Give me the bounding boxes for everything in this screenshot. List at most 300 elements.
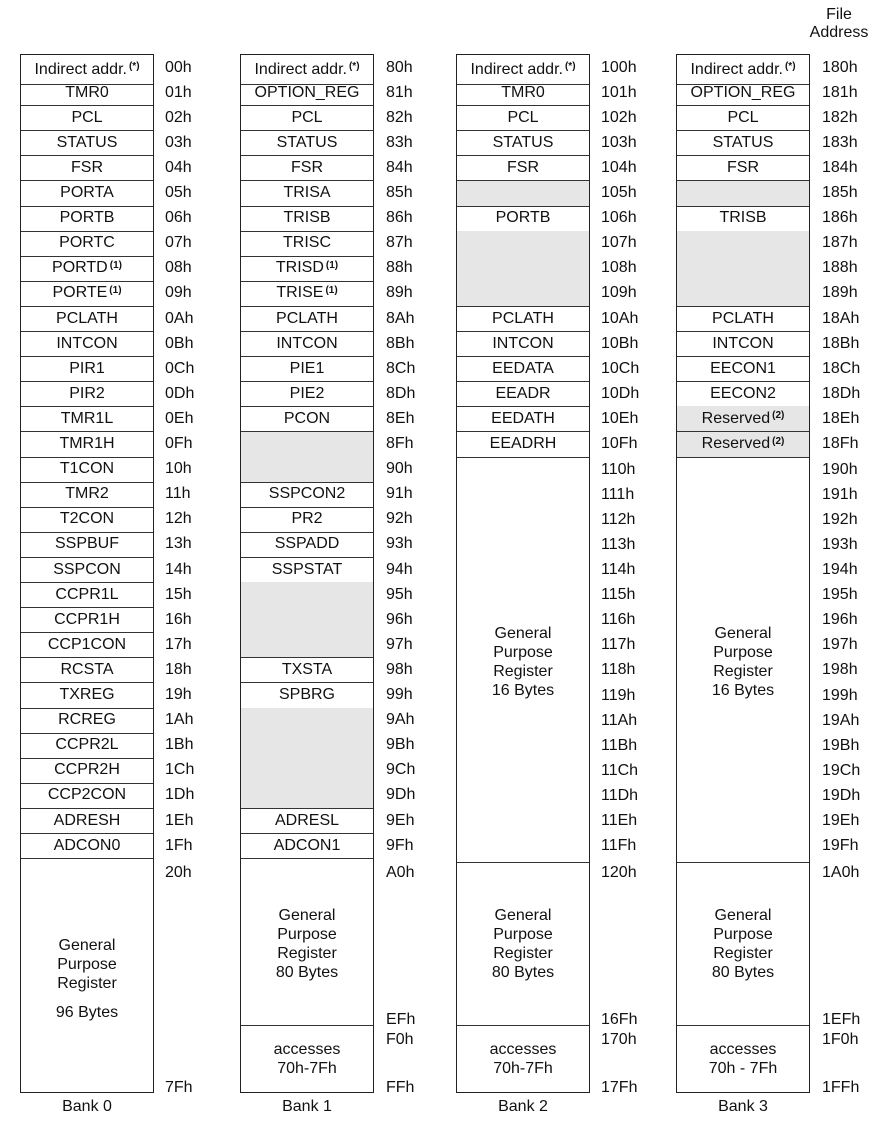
bank-2-register-column bbox=[456, 54, 590, 1093]
register-name: PCLATH bbox=[276, 309, 338, 327]
file-address: 88h bbox=[386, 259, 413, 277]
file-address: 96h bbox=[386, 610, 413, 628]
register-cell bbox=[21, 130, 153, 156]
gpr-block-line: Purpose bbox=[713, 926, 773, 944]
bank-3-register-column bbox=[676, 54, 810, 1093]
file-address: 20h bbox=[165, 864, 192, 882]
register-name: PCLATH bbox=[492, 309, 554, 327]
register-name: SSPBUF bbox=[54, 535, 119, 553]
file-address: 170h bbox=[601, 1031, 637, 1048]
file-address: 10h bbox=[165, 460, 192, 478]
register-name: PCON bbox=[283, 409, 331, 427]
register-name: PORTA bbox=[60, 184, 114, 202]
file-address: 19Ch bbox=[822, 761, 861, 779]
file-address: 113h bbox=[601, 535, 636, 553]
file-address: 05h bbox=[165, 184, 192, 202]
unimplemented-register bbox=[677, 231, 809, 257]
file-address: 19Fh bbox=[822, 837, 859, 855]
footnote-marker: (2) bbox=[772, 435, 785, 447]
register-cell bbox=[457, 155, 589, 181]
file-address: 0Bh bbox=[165, 334, 194, 352]
unimplemented-register bbox=[457, 281, 589, 307]
file-address: 16Fh bbox=[601, 1011, 638, 1028]
file-address: 184h bbox=[822, 158, 858, 176]
file-address: 9Ah bbox=[386, 711, 415, 729]
file-address: 86h bbox=[386, 209, 413, 227]
file-address: 18Fh bbox=[822, 435, 859, 453]
register-cell bbox=[241, 306, 373, 332]
register-name: STATUS bbox=[712, 133, 774, 151]
register-cell bbox=[241, 231, 373, 257]
register-name: EEDATA bbox=[492, 359, 554, 377]
unimplemented-register bbox=[677, 181, 809, 207]
register-cell bbox=[457, 306, 589, 332]
file-address: 99h bbox=[386, 686, 413, 704]
register-name: PIE1 bbox=[289, 359, 325, 377]
register-name: PIR1 bbox=[69, 359, 105, 377]
register-name: PCLATH bbox=[56, 309, 118, 327]
register-cell bbox=[677, 105, 809, 131]
register-name: Reserved bbox=[701, 409, 771, 427]
file-address: 1Dh bbox=[165, 786, 195, 804]
access-block bbox=[457, 1026, 589, 1091]
gpr-16-bytes-block bbox=[457, 462, 589, 864]
gpr-block bbox=[241, 863, 373, 1026]
file-address: 195h bbox=[822, 586, 858, 604]
register-cell bbox=[241, 206, 373, 232]
file-address: 18Eh bbox=[822, 409, 860, 427]
file-address: 118h bbox=[601, 661, 636, 679]
register-cell bbox=[241, 482, 373, 508]
file-address: 106h bbox=[601, 209, 637, 227]
file-address: 108h bbox=[601, 259, 637, 277]
register-cell bbox=[21, 683, 153, 709]
register-cell bbox=[241, 532, 373, 558]
file-address: 109h bbox=[601, 284, 637, 302]
register-cell bbox=[21, 733, 153, 759]
register-name: ADRESH bbox=[53, 811, 121, 829]
register-cell bbox=[21, 758, 153, 784]
file-address: 8Bh bbox=[386, 334, 415, 352]
unimplemented-register bbox=[457, 231, 589, 257]
register-name: ADCON0 bbox=[53, 836, 121, 854]
file-address: 192h bbox=[822, 510, 858, 528]
gpr-16-bytes-block-line: 16 Bytes bbox=[711, 681, 775, 699]
register-cell bbox=[457, 356, 589, 382]
access-block bbox=[241, 1026, 373, 1091]
register-name: SSPCON2 bbox=[268, 485, 346, 503]
register-cell bbox=[677, 130, 809, 156]
unimplemented-register bbox=[677, 281, 809, 307]
gpr-block bbox=[21, 863, 153, 1094]
register-cell bbox=[241, 281, 373, 307]
register-cell bbox=[21, 105, 153, 131]
file-address: 10Ah bbox=[601, 309, 639, 327]
register-cell bbox=[241, 657, 373, 683]
file-address: 14h bbox=[165, 560, 192, 578]
file-address: 18Dh bbox=[822, 384, 861, 402]
register-name: SSPCON bbox=[53, 560, 121, 578]
register-name: PCL bbox=[71, 108, 103, 126]
access-block-line: 70h - 7Fh bbox=[708, 1059, 778, 1077]
access-block-line: 70h-7Fh bbox=[493, 1059, 553, 1077]
gpr-16-bytes-block-line: General bbox=[494, 624, 552, 642]
unimplemented-register bbox=[241, 783, 373, 809]
file-address: 19Dh bbox=[822, 786, 861, 804]
file-address: 188h bbox=[822, 259, 858, 277]
register-cell bbox=[457, 381, 589, 407]
gpr-16-bytes-block-line: Purpose bbox=[713, 643, 773, 661]
register-name: TXSTA bbox=[281, 660, 333, 678]
file-address: 100h bbox=[601, 58, 637, 76]
file-address: 19Bh bbox=[822, 736, 860, 754]
file-address: 10Dh bbox=[601, 384, 640, 402]
register-cell bbox=[241, 406, 373, 432]
unimplemented-register bbox=[677, 256, 809, 282]
file-address: 12h bbox=[165, 510, 192, 528]
unimplemented-register bbox=[241, 432, 373, 458]
file-address: 8Ch bbox=[386, 359, 416, 377]
footnote-marker: (1) bbox=[325, 284, 338, 296]
unimplemented-register bbox=[241, 457, 373, 483]
register-cell bbox=[21, 607, 153, 633]
gpr-block bbox=[677, 863, 809, 1026]
file-address: 94h bbox=[386, 560, 413, 578]
register-cell bbox=[21, 155, 153, 181]
register-name: STATUS bbox=[56, 133, 118, 151]
register-cell bbox=[21, 181, 153, 207]
register-name: Indirect addr. bbox=[690, 60, 783, 78]
file-address-line2: Address bbox=[809, 24, 869, 41]
gpr-block-line: General bbox=[494, 907, 552, 925]
file-address: 194h bbox=[822, 561, 858, 578]
register-name: Indirect addr. bbox=[254, 60, 347, 78]
gpr-block-line: 80 Bytes bbox=[491, 964, 555, 982]
unimplemented-register bbox=[241, 708, 373, 734]
file-address: 114h bbox=[601, 561, 636, 578]
register-cell bbox=[457, 406, 589, 432]
gpr-block-line: 96 Bytes bbox=[55, 1003, 119, 1021]
file-address: 11Dh bbox=[601, 786, 639, 804]
register-name: FSR bbox=[71, 158, 103, 176]
register-cell bbox=[241, 683, 373, 709]
file-address: 19Eh bbox=[822, 812, 860, 829]
file-address: 9Eh bbox=[386, 811, 415, 829]
unimplemented-register bbox=[457, 181, 589, 207]
file-address: 105h bbox=[601, 184, 637, 202]
file-address: 8Ah bbox=[386, 309, 415, 327]
file-address: 1Ch bbox=[165, 761, 195, 779]
register-name: TXREG bbox=[59, 686, 115, 704]
gpr-16-bytes-block bbox=[677, 462, 809, 864]
file-address: 1Fh bbox=[165, 836, 193, 854]
gpr-block-line: Purpose bbox=[277, 926, 337, 944]
register-name: CCPR1H bbox=[54, 610, 120, 628]
unimplemented-register bbox=[241, 632, 373, 658]
register-name: STATUS bbox=[492, 133, 554, 151]
register-name: RCREG bbox=[58, 711, 116, 729]
file-address: 198h bbox=[822, 661, 858, 679]
file-address: 19Ah bbox=[822, 711, 860, 729]
file-address: 0Ch bbox=[165, 359, 195, 377]
file-address: 18Ch bbox=[822, 359, 861, 377]
bank-0-register-column bbox=[20, 54, 154, 1093]
file-address: 119h bbox=[601, 686, 636, 704]
file-address: 9Fh bbox=[386, 836, 414, 854]
file-address: 189h bbox=[822, 284, 858, 302]
register-name: PCLATH bbox=[712, 309, 774, 327]
register-cell bbox=[241, 808, 373, 834]
register-cell bbox=[241, 130, 373, 156]
register-name: EEADR bbox=[495, 384, 551, 402]
file-address: 11Fh bbox=[601, 837, 637, 855]
file-address: 1Bh bbox=[165, 736, 194, 754]
register-cell bbox=[677, 406, 809, 432]
file-address: 9Bh bbox=[386, 736, 415, 754]
register-name: PIR2 bbox=[69, 384, 105, 402]
register-name: TRISA bbox=[283, 184, 331, 202]
register-cell bbox=[21, 281, 153, 307]
register-name: CCPR2L bbox=[55, 736, 119, 754]
register-cell bbox=[677, 80, 809, 106]
file-address: 181h bbox=[822, 83, 858, 101]
gpr-block-line: Purpose bbox=[493, 926, 553, 944]
register-name: FSR bbox=[291, 158, 323, 176]
register-cell bbox=[21, 432, 153, 458]
register-name: EEDATH bbox=[491, 409, 555, 427]
register-cell bbox=[21, 331, 153, 357]
gpr-block-line: 80 Bytes bbox=[275, 964, 339, 982]
register-cell bbox=[21, 632, 153, 658]
register-cell bbox=[21, 80, 153, 106]
gpr-block-line: 80 Bytes bbox=[711, 964, 775, 982]
file-address: 85h bbox=[386, 184, 413, 202]
file-address: 190h bbox=[822, 460, 858, 478]
file-address: 183h bbox=[822, 133, 858, 151]
register-name: Reserved bbox=[701, 435, 771, 453]
register-name: CCPR1L bbox=[55, 585, 119, 603]
file-address: 101h bbox=[601, 83, 637, 101]
file-address: 10Ch bbox=[601, 359, 640, 377]
register-name: PIE2 bbox=[289, 384, 325, 402]
footnote-marker: (*) bbox=[348, 61, 360, 73]
register-name: EEADRH bbox=[489, 435, 557, 453]
gpr-block-line: General bbox=[278, 907, 336, 925]
register-name: TRISB bbox=[283, 209, 331, 227]
register-cell bbox=[21, 381, 153, 407]
unimplemented-register bbox=[241, 758, 373, 784]
file-address: 11Ah bbox=[601, 711, 638, 729]
register-name: PR2 bbox=[291, 510, 323, 528]
register-cell bbox=[677, 432, 809, 458]
gpr-block-line: Register bbox=[493, 945, 553, 963]
file-address-line1: File bbox=[826, 6, 852, 23]
register-name: SSPADD bbox=[274, 535, 340, 553]
file-address: 7Fh bbox=[165, 1079, 193, 1096]
file-address: 187h bbox=[822, 234, 858, 252]
file-address: 0Eh bbox=[165, 409, 194, 427]
register-name: ADRESL bbox=[274, 811, 340, 829]
file-address: 104h bbox=[601, 158, 637, 176]
file-address: 1Eh bbox=[165, 811, 194, 829]
register-cell bbox=[457, 331, 589, 357]
file-address: 80h bbox=[386, 58, 413, 76]
file-address: 102h bbox=[601, 108, 637, 126]
register-cell bbox=[21, 532, 153, 558]
gpr-16-bytes-block-line: 16 Bytes bbox=[491, 681, 555, 699]
file-address: 93h bbox=[386, 535, 413, 553]
file-address: 193h bbox=[822, 535, 858, 553]
register-name: SPBRG bbox=[278, 686, 335, 704]
unimplemented-register bbox=[241, 733, 373, 759]
register-cell bbox=[21, 356, 153, 382]
bank-label: Bank 0 bbox=[62, 1098, 112, 1115]
footnote-marker: (1) bbox=[109, 284, 122, 296]
file-address: 02h bbox=[165, 108, 192, 126]
file-address: 97h bbox=[386, 635, 413, 653]
file-address: 08h bbox=[165, 259, 192, 277]
file-address: 9Dh bbox=[386, 786, 416, 804]
register-cell bbox=[457, 130, 589, 156]
register-name: FSR bbox=[727, 158, 759, 176]
register-name: INTCON bbox=[492, 334, 554, 352]
file-address: 03h bbox=[165, 133, 192, 151]
file-address: 16h bbox=[165, 610, 192, 628]
footnote-marker: (1) bbox=[325, 259, 339, 271]
gpr-16-bytes-block-line: Register bbox=[713, 662, 773, 680]
file-address: 1EFh bbox=[822, 1011, 861, 1028]
register-name: ADCON1 bbox=[273, 836, 341, 854]
file-address: 9Ch bbox=[386, 761, 416, 779]
bank-label: Bank 2 bbox=[498, 1098, 548, 1115]
access-block-line: 70h-7Fh bbox=[277, 1059, 337, 1077]
register-name: Indirect addr. bbox=[470, 60, 563, 78]
register-name: TMR2 bbox=[65, 485, 109, 503]
register-cell bbox=[677, 356, 809, 382]
file-address: 18h bbox=[165, 660, 192, 678]
bank-label: Bank 3 bbox=[718, 1098, 768, 1115]
register-name: TMR0 bbox=[501, 83, 545, 101]
file-address: 1Ah bbox=[165, 711, 194, 729]
register-cell bbox=[241, 833, 373, 859]
file-address: 115h bbox=[601, 586, 636, 604]
file-address: 11Eh bbox=[601, 812, 638, 829]
register-cell bbox=[21, 808, 153, 834]
register-cell bbox=[241, 256, 373, 282]
file-address: A0h bbox=[386, 864, 415, 882]
access-block-line: accesses bbox=[489, 1040, 557, 1058]
register-name: Indirect addr. bbox=[34, 60, 127, 78]
file-address: 191h bbox=[822, 485, 858, 503]
access-block bbox=[677, 1026, 809, 1091]
file-address: 11Ch bbox=[601, 761, 639, 779]
file-address: 04h bbox=[165, 158, 192, 176]
file-address: 83h bbox=[386, 133, 413, 151]
file-address: 87h bbox=[386, 234, 413, 252]
gpr-block-line: Register bbox=[277, 945, 337, 963]
register-cell bbox=[241, 105, 373, 131]
register-name: TRISD bbox=[275, 259, 324, 277]
register-name: T2CON bbox=[59, 510, 115, 528]
register-name: EECON2 bbox=[710, 384, 776, 402]
file-address: 116h bbox=[601, 611, 636, 629]
file-address: 11h bbox=[165, 485, 191, 503]
register-cell bbox=[677, 155, 809, 181]
register-cell bbox=[241, 381, 373, 407]
register-cell bbox=[241, 181, 373, 207]
file-address: 10Bh bbox=[601, 334, 639, 352]
register-cell bbox=[241, 331, 373, 357]
gpr-block-line: General bbox=[714, 907, 772, 925]
file-address: FFh bbox=[386, 1079, 415, 1096]
register-name: TRISE bbox=[276, 284, 324, 302]
file-address: 95h bbox=[386, 585, 413, 603]
file-address-header bbox=[795, 6, 883, 42]
file-address: 91h bbox=[386, 485, 413, 503]
register-name: TRISC bbox=[283, 234, 331, 252]
file-address: 19h bbox=[165, 686, 192, 704]
register-cell bbox=[677, 331, 809, 357]
gpr-block-line: Register bbox=[713, 945, 773, 963]
register-name: STATUS bbox=[276, 133, 338, 151]
file-address: 186h bbox=[822, 209, 858, 227]
register-cell bbox=[457, 432, 589, 458]
register-name: CCPR2H bbox=[54, 761, 120, 779]
file-address: 18Ah bbox=[822, 309, 860, 327]
file-address: 07h bbox=[165, 234, 192, 252]
file-address: 103h bbox=[601, 133, 637, 151]
file-address: 89h bbox=[386, 284, 413, 302]
register-cell bbox=[677, 306, 809, 332]
file-address: 11Bh bbox=[601, 736, 638, 754]
register-name: TMR0 bbox=[65, 83, 109, 101]
register-cell bbox=[241, 507, 373, 533]
register-name: OPTION_REG bbox=[690, 83, 796, 101]
gpr-16-bytes-block-line: Register bbox=[493, 662, 553, 680]
file-address: 0Dh bbox=[165, 384, 195, 402]
register-name: INTCON bbox=[712, 334, 774, 352]
register-cell bbox=[457, 80, 589, 106]
register-cell bbox=[21, 582, 153, 608]
file-address: 8Dh bbox=[386, 384, 416, 402]
file-address: 01h bbox=[165, 83, 192, 101]
register-name: PORTE bbox=[52, 284, 108, 302]
file-address: 107h bbox=[601, 234, 637, 252]
gpr-block-line: Register bbox=[57, 974, 117, 992]
file-address: F0h bbox=[386, 1031, 414, 1048]
file-address: 18Bh bbox=[822, 334, 860, 352]
register-name: TMR1H bbox=[59, 435, 115, 453]
file-address: 180h bbox=[822, 58, 858, 76]
file-address: 98h bbox=[386, 660, 413, 678]
register-name: TMR1L bbox=[60, 409, 114, 427]
register-cell bbox=[241, 557, 373, 583]
register-name: PCL bbox=[291, 108, 323, 126]
register-cell bbox=[241, 155, 373, 181]
register-name: CCP2CON bbox=[47, 786, 127, 804]
file-address: 196h bbox=[822, 611, 858, 629]
unimplemented-register bbox=[241, 582, 373, 608]
file-address: 10Fh bbox=[601, 435, 638, 453]
file-address: 15h bbox=[165, 585, 192, 603]
register-cell bbox=[21, 306, 153, 332]
register-cell bbox=[21, 783, 153, 809]
register-cell bbox=[457, 105, 589, 131]
file-address: 17Fh bbox=[601, 1079, 638, 1096]
register-cell bbox=[241, 356, 373, 382]
register-name: PCL bbox=[507, 108, 539, 126]
file-address: 09h bbox=[165, 284, 192, 302]
